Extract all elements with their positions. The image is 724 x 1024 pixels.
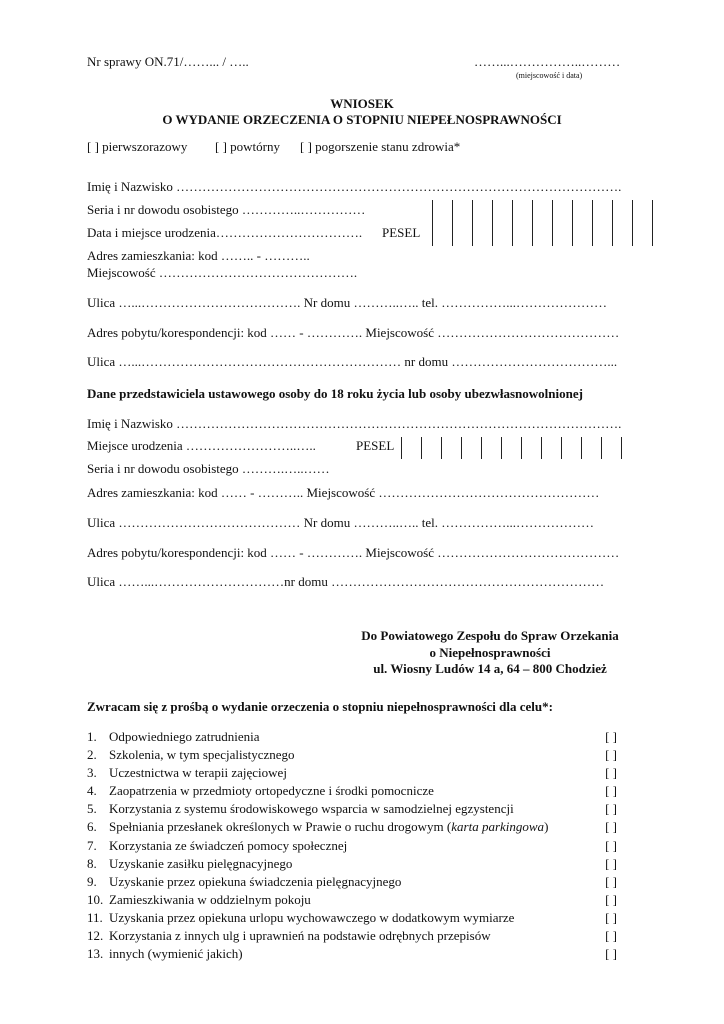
place-date-caption: (miejscowość i data)	[516, 71, 583, 80]
purpose-number: 10.	[87, 891, 104, 907]
purpose-item[interactable]	[87, 747, 617, 765]
purpose-label: Spełniania przesłanek określonych w Prawie o ruchu drogowym (karta parkingowa)	[109, 819, 549, 835]
purpose-item[interactable]	[87, 874, 617, 892]
pesel-digit-box[interactable]	[582, 437, 602, 459]
purpose-item[interactable]	[87, 783, 617, 801]
pesel-digit-box[interactable]	[433, 200, 453, 246]
purpose-checkbox[interactable]: [ ]	[605, 747, 617, 763]
rep-corr-street-field[interactable]: Ulica ……...…………………………nr domu ………………………………………………………	[87, 574, 605, 589]
purpose-checkbox[interactable]: [ ]	[605, 909, 617, 925]
purpose-number: 13.	[87, 946, 104, 962]
pesel-digit-box[interactable]	[402, 437, 422, 459]
addressee-line2: o Niepełnosprawności	[429, 645, 551, 660]
rep-street-field[interactable]: Ulica …………………………………… Nr domu ………..….. tel. ……………...………………	[87, 515, 594, 530]
purpose-checkbox[interactable]: [ ]	[605, 946, 617, 962]
purpose-label: innych (wymienić jakich)	[109, 946, 243, 962]
purpose-checkbox[interactable]: [ ]	[605, 783, 617, 799]
purpose-item[interactable]	[87, 765, 617, 783]
purpose-label: Zamieszkiwania w oddzielnym pokoju	[109, 891, 311, 907]
purpose-number: 3.	[87, 765, 97, 781]
pesel-digit-box[interactable]	[542, 437, 562, 459]
rep-corr-address-field[interactable]: Adres pobytu/korespondencji: kod …… - …………. Miejscowość ……………………………………	[87, 545, 620, 560]
option-first-label: pierwszorazowy	[102, 139, 188, 154]
purpose-item[interactable]	[87, 928, 617, 946]
pesel-digit-box[interactable]	[562, 437, 582, 459]
purpose-item[interactable]	[87, 910, 617, 928]
purpose-item[interactable]	[87, 819, 617, 837]
pesel-digit-box[interactable]	[493, 200, 513, 246]
option-worsening[interactable]	[300, 139, 460, 154]
purpose-item[interactable]	[87, 946, 617, 964]
pesel-digit-box[interactable]	[453, 200, 473, 246]
purpose-number: 4.	[87, 783, 97, 799]
purpose-checkbox[interactable]: [ ]	[605, 819, 617, 835]
addressee-line1: Do Powiatowego Zespołu do Spraw Orzekania	[361, 628, 619, 643]
pesel-digit-box[interactable]	[442, 437, 462, 459]
applicant-corr-street-field[interactable]: Ulica …...…………………………………………………… nr domu ………………………………...	[87, 354, 618, 369]
pesel-digit-box[interactable]	[422, 437, 442, 459]
purpose-label: Uzyskanie przez opiekuna świadczenia pielęgnacyjnego	[109, 873, 402, 889]
purpose-item[interactable]	[87, 801, 617, 819]
purpose-item[interactable]	[87, 856, 617, 874]
representative-heading: Dane przedstawiciela ustawowego osoby do 18 roku życia lub osoby ubezwłasnowolnionej	[87, 386, 583, 401]
purpose-item[interactable]	[87, 729, 617, 747]
rep-id-field[interactable]: Seria i nr dowodu osobistego ……….…..……	[87, 461, 330, 476]
pesel-digit-box[interactable]	[522, 437, 542, 459]
request-heading: Zwracam się z prośbą o wydanie orzeczenia o stopniu niepełnosprawności dla celu*:	[87, 699, 553, 714]
pesel-digit-box[interactable]	[502, 437, 522, 459]
purpose-checkbox[interactable]: [ ]	[605, 801, 617, 817]
option-repeat-label: powtórny	[230, 139, 281, 154]
purpose-label: Korzystania ze świadczeń pomocy społecznej	[109, 837, 348, 853]
applicant-name-field[interactable]: Imię i Nazwisko ………………………………………………………………………………………….	[87, 179, 622, 194]
purpose-label: Odpowiedniego zatrudnienia	[109, 729, 260, 744]
option-repeat[interactable]	[215, 139, 280, 154]
purpose-item[interactable]	[87, 838, 617, 856]
rep-pesel-boxes[interactable]	[401, 437, 622, 459]
option-worsening-box[interactable]: [ ]	[300, 139, 312, 154]
pesel-digit-box[interactable]	[482, 437, 502, 459]
pesel-digit-box[interactable]	[553, 200, 573, 246]
purpose-list	[87, 729, 617, 964]
purpose-checkbox[interactable]: [ ]	[605, 837, 617, 853]
purpose-number: 11.	[87, 909, 103, 925]
purpose-number: 9.	[87, 873, 97, 889]
purpose-number: 12.	[87, 928, 104, 944]
form-subtitle: O WYDANIE ORZECZENIA O STOPNIU NIEPEŁNOSPRAWNOŚCI	[162, 112, 562, 127]
rep-address-field[interactable]: Adres zamieszkania: kod …… - ……….. Miejscowość ……………………………………………	[87, 485, 600, 500]
applicant-address-code-field[interactable]: Adres zamieszkania: kod …….. - ………..	[87, 248, 310, 263]
pesel-digit-box[interactable]	[593, 200, 613, 246]
purpose-number: 7.	[87, 837, 97, 853]
pesel-digit-box[interactable]	[513, 200, 533, 246]
option-repeat-box[interactable]: [ ]	[215, 139, 227, 154]
option-first[interactable]	[87, 139, 187, 154]
purpose-number: 5.	[87, 801, 97, 817]
applicant-pesel-label: PESEL	[382, 225, 421, 240]
option-worsening-label: pogorszenie stanu zdrowia*	[315, 139, 461, 154]
applicant-pesel-boxes[interactable]	[432, 200, 653, 246]
purpose-checkbox[interactable]: [ ]	[605, 729, 617, 744]
pesel-digit-box[interactable]	[573, 200, 593, 246]
option-first-box[interactable]: [ ]	[87, 139, 99, 154]
purpose-checkbox[interactable]: [ ]	[605, 765, 617, 781]
applicant-birth-field[interactable]: Data i miejsce urodzenia…………………………….	[87, 225, 363, 240]
pesel-digit-box[interactable]	[602, 437, 622, 459]
rep-pesel-label: PESEL	[356, 438, 395, 453]
purpose-number: 1.	[87, 729, 97, 744]
purpose-label: Uzyskania przez opiekuna urlopu wychowawczego w dodatkowym wymiarze	[109, 909, 515, 925]
case-number: Nr sprawy ON.71/……... / …..	[87, 54, 249, 69]
purpose-label: Zaopatrzenia w przedmioty ortopedyczne i środki pomocnicze	[109, 783, 434, 799]
purpose-item[interactable]	[87, 892, 617, 910]
applicant-town-field[interactable]: Miejscowość ……………………………………….	[87, 265, 358, 280]
pesel-digit-box[interactable]	[533, 200, 553, 246]
pesel-digit-box[interactable]	[462, 437, 482, 459]
rep-name-field[interactable]: Imię i Nazwisko ………………………………………………………………………………………….	[87, 416, 622, 431]
purpose-label: Uzyskanie zasiłku pielęgnacyjnego	[109, 855, 293, 871]
place-date-line: ……...……………..………	[474, 54, 621, 69]
applicant-street-field[interactable]: Ulica …...………………………………. Nr domu ………..….. tel. ……………...…………………	[87, 295, 607, 310]
purpose-checkbox[interactable]: [ ]	[605, 891, 617, 907]
pesel-digit-box[interactable]	[473, 200, 493, 246]
pesel-digit-box[interactable]	[633, 200, 653, 246]
purpose-label: Uczestnictwa w terapii zajęciowej	[109, 765, 287, 781]
pesel-digit-box[interactable]	[613, 200, 633, 246]
rep-birth-field[interactable]: Miejsce urodzenia ……………………..…..	[87, 438, 316, 453]
addressee-line3: ul. Wiosny Ludów 14 a, 64 – 800 Chodzież	[373, 661, 607, 676]
applicant-corr-address-field[interactable]: Adres pobytu/korespondencji: kod …… - …………. Miejscowość ……………………………………	[87, 325, 620, 340]
purpose-checkbox[interactable]: [ ]	[605, 928, 617, 944]
applicant-id-field[interactable]: Seria i nr dowodu osobistego …………..……………	[87, 202, 366, 217]
purpose-number: 8.	[87, 855, 97, 871]
purpose-checkbox[interactable]: [ ]	[605, 855, 617, 871]
purpose-number: 2.	[87, 747, 97, 763]
purpose-label: Szkolenia, w tym specjalistycznego	[109, 747, 295, 763]
purpose-label: Korzystania z systemu środowiskowego wsparcia w samodzielnej egzystencji	[109, 801, 514, 817]
purpose-label: Korzystania z innych ulg i uprawnień na podstawie odrębnych przepisów	[109, 928, 491, 944]
purpose-checkbox[interactable]: [ ]	[605, 873, 617, 889]
form-title: WNIOSEK	[330, 96, 394, 111]
purpose-number: 6.	[87, 819, 97, 835]
